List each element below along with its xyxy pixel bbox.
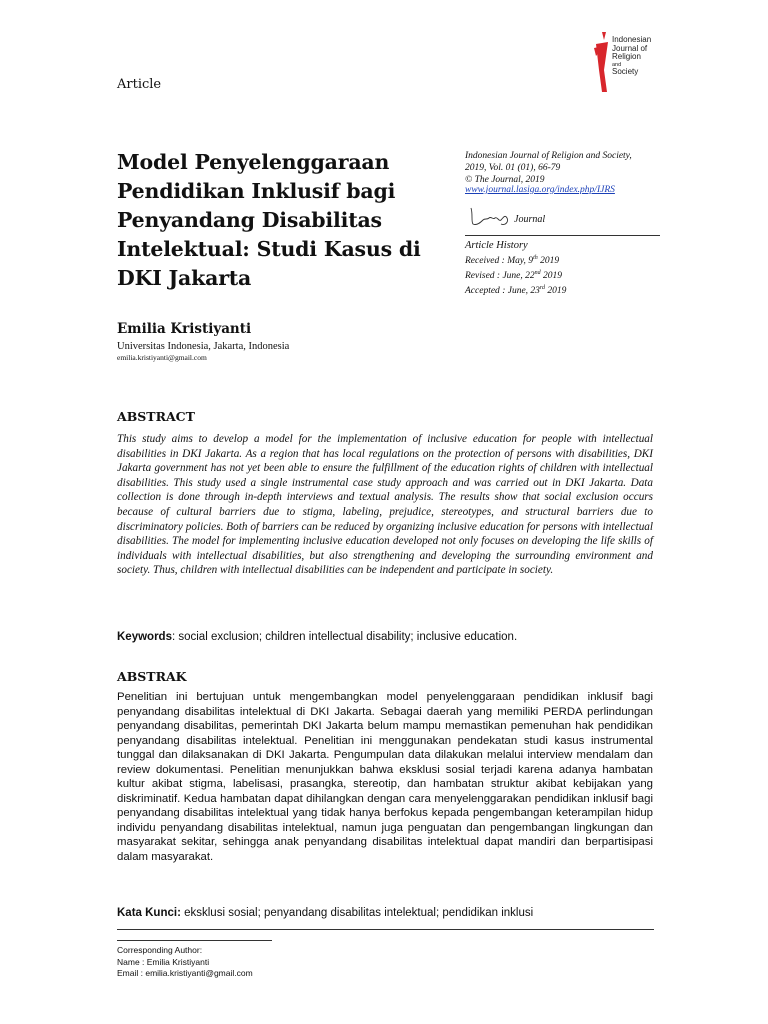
divider — [117, 929, 654, 930]
footnote-line: Name : Emilia Kristiyanti — [117, 956, 210, 967]
keywords-label: Keywords — [117, 631, 172, 643]
history-value: June, 22 — [502, 271, 535, 282]
history-value: June, 23 — [507, 286, 540, 297]
paper-title: Model Penyelenggaraan Pendidikan Inklusif bagi Penyandang Disabilitas Intelektual: Studi Kasus di DKI Jakarta — [117, 150, 421, 290]
abstract-heading: ABSTRACT — [117, 409, 195, 424]
footnote-rule — [117, 940, 272, 941]
abstract-text: This study aims to develop a model for the implementation of inclusive education for people with intellectual disabilities in DKI Jakarta. As a region that has local regulations on the protection of persons with disabilities, DKI Jakarta government has not yet been able to ensure the fulfillment of the education rights of children with intellectual disabilities. This study used a single instrumental case study approach and was carried out in DKI Jakarta. Data collection is done through in-depth interviews and textual analysis. The results show that social exclusion occurs because of cultural barriers due to stigma, labeling, prejudice, stereotypes, and structural barriers due to discriminatory policies. Both of barriers can be reduced by organizing inclusive education for persons with intellectual disabilities. The model for implementing inclusive education developed not only focuses on developing the life skills of individuals with intellectual disabilities, but also strengthening and developing the surrounding environment and society. Thus, children with intellectual disabilities can be independent and participate in society. — [117, 433, 653, 577]
keywords-value: : social exclusion; children intellectual disability; inclusive education. — [171, 631, 518, 643]
journal-info-line: Indonesian Journal of Religion and Society, — [465, 151, 632, 161]
history-year: 2019 — [543, 271, 563, 282]
history-label: Revised — [465, 271, 495, 282]
logo-figure-icon — [592, 30, 614, 94]
journal-link[interactable]: www.journal.lasiga.org/index.php/IJRS — [465, 185, 615, 195]
history-revised: Revised : June, 22nd 2019 — [465, 270, 563, 282]
history-accepted: Accepted : June, 23rd 2019 — [465, 285, 567, 297]
history-label: Accepted — [465, 286, 500, 297]
history-sup: nd — [534, 270, 541, 277]
keywords — [117, 631, 653, 643]
history-sup: rd — [539, 285, 546, 292]
history-sup: th — [533, 255, 538, 261]
kata-kunci-label: Kata Kunci: — [117, 907, 181, 919]
footnote-line: Corresponding Author: — [117, 945, 203, 955]
logo-text-line: Journal of — [612, 43, 648, 53]
journal-logo — [592, 30, 662, 100]
kata-kunci-value: eksklusi sosial; penyandang disabilitas intelektual; pendidikan inklusi — [180, 907, 534, 919]
logo-text-line: and — [612, 61, 622, 68]
logo-text — [612, 36, 660, 76]
logo-text-line: Society — [612, 66, 639, 76]
history-heading: Article History — [465, 240, 528, 251]
article-label: Article — [117, 77, 162, 92]
journal-info-line: © The Journal, 2019 — [465, 175, 545, 185]
author-affiliation: Universitas Indonesia, Jakarta, Indonesia — [117, 341, 290, 352]
abstrak-text: Penelitian ini bertujuan untuk mengembangkan model penyelenggaraan pendidikan inklusif bagi penyandang disabilitas intelektual di DKI Jakarta. Sebagai daerah yang memiliki PERDA perlindungan penyandang disabilitas, pemerintah DKI Jakarta belum mampu memastikan pemenuhan hak pendidikan penyandang disabilitas intelektual. Penelitian ini menggunakan pendekatan studi kasus instrumental tunggal dan dilaksanakan di DKI Jakarta. Pengumpulan data dilakukan melalui interview mendalam dan review dokumentasi. Penelitian menunjukkan bahwa eksklusi sosial terjadi karena adanya hambatan kultur akibat stigma, labelisasi, prasangka, stereotip, dan hambatan struktur akibat kebijakan yang diskriminatif. Kedua hambatan dapat dihilangkan dengan cara menyelenggarakan pendidikan inklusif bagi penyandang disabilitas intelektual yang tidak hanya berfokus kepada pengembangan keterampilan hidup individu penyandang disabilitas intelektual, namun juga penguatan dan pengembangan lingkungan dan masyarakat sekitar, sehingga anak penyandang disabilitas intelektual dapat mandiri dan berpartisipasi dalam masyarakat. — [117, 691, 653, 863]
corresponding-author-footnote — [117, 945, 253, 980]
history-label: Received — [465, 256, 500, 267]
history-year: 2019 — [540, 256, 560, 267]
logo-text-line: Religion — [612, 52, 641, 61]
author-name: Emilia Kristiyanti — [117, 321, 252, 337]
author-email: emilia.kristiyanti@gmail.com — [117, 353, 207, 362]
lasiga-journal-logo — [467, 204, 557, 230]
abstrak-heading: ABSTRAK — [117, 669, 187, 684]
lasiga-signature-icon — [467, 204, 517, 230]
logo-text-line: Indonesian — [612, 35, 652, 44]
article-history — [465, 240, 660, 297]
journal-info — [465, 150, 660, 186]
footnote-line: Email : emilia.kristiyanti@gmail.com — [117, 968, 253, 978]
history-received: Received : May, 9th 2019 — [465, 255, 560, 267]
history-year: 2019 — [547, 286, 567, 297]
journal-info-line: 2019, Vol. 01 (01), 66-79 — [465, 163, 561, 173]
history-value: May, 9 — [507, 256, 534, 267]
kata-kunci — [117, 907, 657, 919]
divider — [465, 235, 660, 236]
lasiga-journal-word: Journal — [514, 214, 546, 225]
